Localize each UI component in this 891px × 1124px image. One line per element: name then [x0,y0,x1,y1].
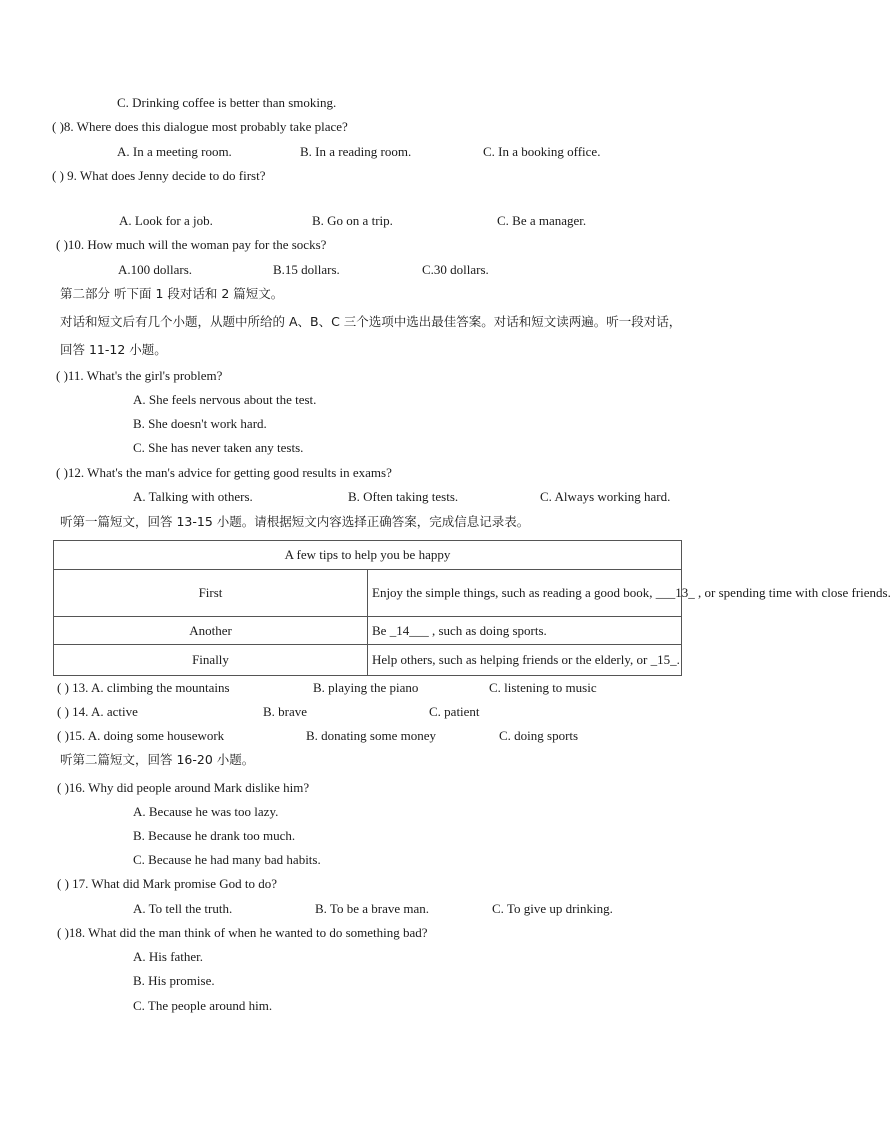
q14-option-c: C. patient [429,704,480,719]
q18-option-c: C. The people around him. [133,998,273,1013]
q16-option-b: B. Because he drank too much. [133,828,296,843]
q10-option-c: C.30 dollars. [422,262,489,277]
q11-option-b: B. She doesn't work hard. [133,416,267,431]
q10-option-a: A.100 dollars. [118,262,193,277]
q12-option-b: B. Often taking tests. [348,489,459,504]
q17-option-a: A. To tell the truth. [133,901,233,916]
q15-stem: ( )15. A. doing some housework [57,728,225,743]
q10-stem: ( )10. How much will the woman pay for the socks? [56,237,327,252]
q18-stem: ( )18. What did the man think of when he wanted to do something bad? [57,925,428,940]
q18-option-a: A. His father. [133,949,204,964]
q18-option-b: B. His promise. [133,973,215,988]
tips-table-title: A few tips to help you be happy [54,541,682,570]
q14-option-b: B. brave [263,704,308,719]
row-label-another: Another [54,617,368,645]
q11-stem: ( )11. What's the girl's problem? [56,368,223,383]
q9-stem: ( ) 9. What does Jenny decide to do first? [52,168,266,183]
row-text-first: Enjoy the simple things, such as reading a good book, ___13_ , or spending time with close friends. [368,570,682,617]
q16-option-c: C. Because he had many bad habits. [133,852,321,867]
part2-title: 第二部分 听下面 1 段对话和 2 篇短文。 [60,286,284,301]
q8-option-c: C. In a booking office. [483,144,601,159]
part2-instructions-line1: 对话和短文后有几个小题，从题中所给的 A、B、C 三个选项中选出最佳答案。对话和短文读两遍。听一段对话， [60,314,682,329]
passage1-instructions: 听第一篇短文，回答 13-15 小题。请根据短文内容选择正确答案，完成信息记录表。 [60,514,530,529]
q16-stem: ( )16. Why did people around Mark dislike him? [57,780,310,795]
q9-option-b: B. Go on a trip. [312,213,393,228]
q11-option-c: C. She has never taken any tests. [133,440,304,455]
passage2-instructions: 听第二篇短文，回答 16-20 小题。 [60,752,255,767]
row-label-finally: Finally [54,645,368,676]
q9-option-a: A. Look for a job. [119,213,213,228]
q9-option-c: C. Be a manager. [497,213,587,228]
q8-stem: ( )8. Where does this dialogue most probably take place? [52,119,348,134]
part2-instructions-line2: 回答 11-12 小题。 [60,342,167,357]
row-text-another: Be _14___ , such as doing sports. [368,617,682,645]
q12-option-a: A. Talking with others. [133,489,253,504]
q12-stem: ( )12. What's the man's advice for getting good results in exams? [56,465,392,480]
q8-option-b: B. In a reading room. [300,144,412,159]
q15-option-b: B. donating some money [306,728,436,743]
table-row [54,617,682,645]
q13-stem: ( ) 13. A. climbing the mountains [57,680,230,695]
q17-option-b: B. To be a brave man. [315,901,430,916]
q13-option-b: B. playing the piano [313,680,419,695]
q10-option-b: B.15 dollars. [273,262,340,277]
q14-stem: ( ) 14. A. active [57,704,138,719]
table-row [54,570,682,617]
q11-option-a: A. She feels nervous about the test. [133,392,317,407]
q13-option-c: C. listening to music [489,680,597,695]
q15-option-c: C. doing sports [499,728,579,743]
q7-option-c: C. Drinking coffee is better than smoking. [117,95,337,110]
q16-option-a: A. Because he was too lazy. [133,804,279,819]
tips-table [53,540,891,676]
table-row [54,645,682,676]
q17-option-c: C. To give up drinking. [492,901,613,916]
row-text-finally: Help others, such as helping friends or the elderly, or _15_. [368,645,682,676]
q17-stem: ( ) 17. What did Mark promise God to do? [57,876,277,891]
q12-option-c: C. Always working hard. [540,489,671,504]
q8-option-a: A. In a meeting room. [117,144,232,159]
row-label-first: First [54,570,368,617]
